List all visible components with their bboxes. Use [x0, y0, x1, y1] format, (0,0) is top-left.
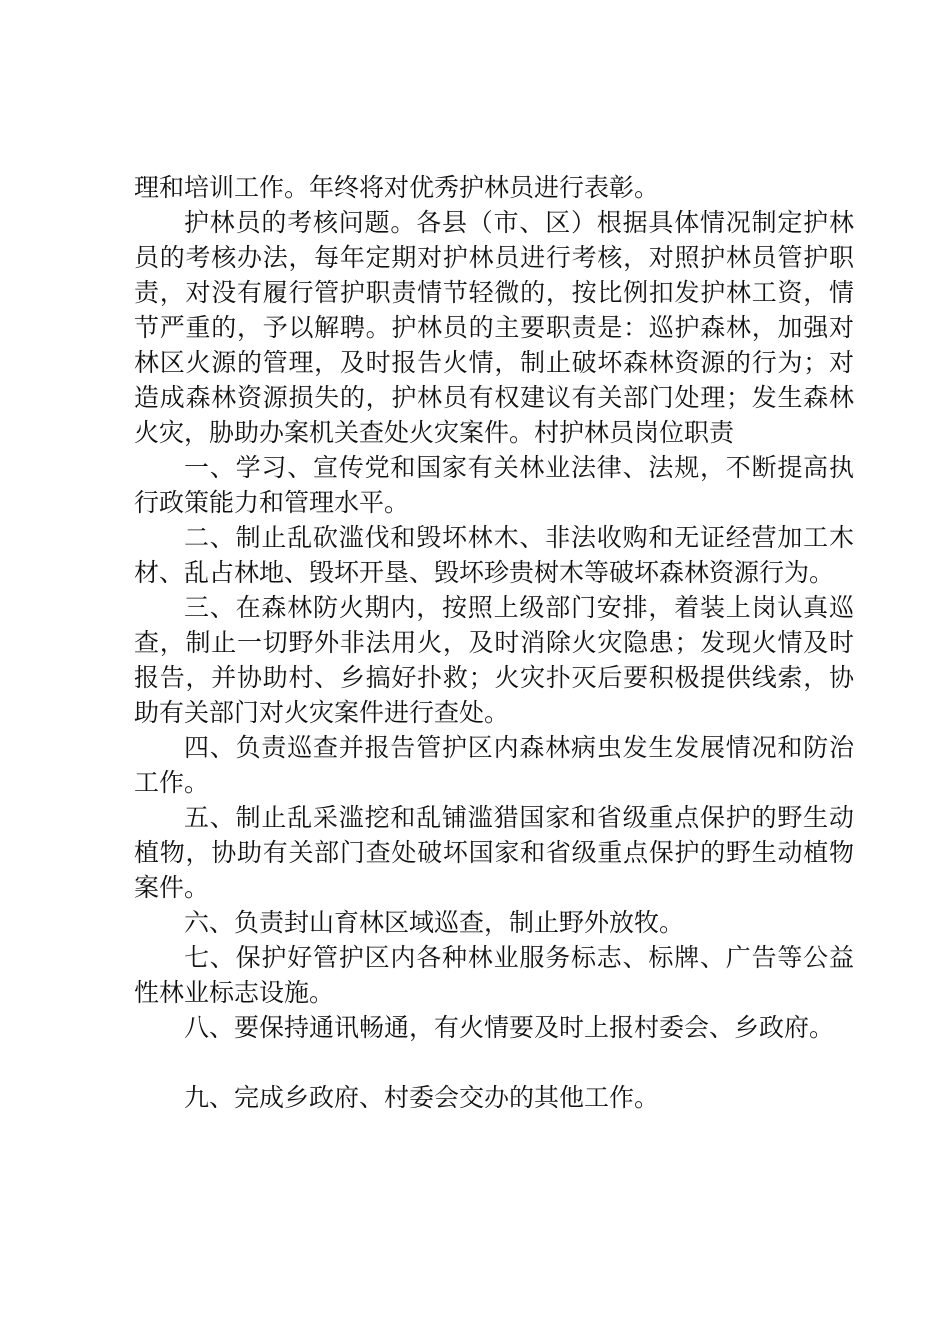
duty-item-5: 五、制止乱采滥挖和乱铺滥猎国家和省级重点保护的野生动植物，协助有关部门查处破坏国家和省级重点保护的野生动植物案件。 [134, 803, 854, 902]
document-body [134, 170, 854, 1115]
paragraph-continuation: 理和培训工作。年终将对优秀护林员进行表彰。 [134, 173, 660, 202]
duty-item-2: 二、制止乱砍滥伐和毁坏林木、非法收购和无证经营加工木材、乱占林地、毁坏开垦、毁坏珍贵树木等破坏森林资源行为。 [134, 523, 854, 587]
duty-item-9: 九、完成乡政府、村委会交办的其他工作。 [184, 1083, 660, 1112]
duty-item-1: 一、学习、宣传党和国家有关林业法律、法规，不断提高执行政策能力和管理水平。 [134, 453, 854, 517]
duty-item-4: 四、负责巡查并报告管护区内森林病虫发生发展情况和防治工作。 [134, 733, 854, 797]
paragraph-gap [134, 1045, 854, 1080]
duty-item-3: 三、在森林防火期内，按照上级部门安排，着装上岗认真巡查，制止一切野外非法用火，及时消除火灾隐患；发现火情及时报告，并协助村、乡搞好扑救；火灾扑灭后要积极提供线索，协助有关部门对火灾案件进行查处。 [134, 593, 854, 727]
duty-item-7: 七、保护好管护区内各种林业服务标志、标牌、广告等公益性林业标志设施。 [134, 943, 854, 1007]
paragraph-assessment: 护林员的考核问题。各县（市、区）根据具体情况制定护林员的考核办法，每年定期对护林员进行考核，对照护林员管护职责，对没有履行管护职责情节轻微的，按比例扣发护林工资，情节严重的，予以解聘。护林员的主要职责是：巡护森林，加强对林区火源的管理，及时报告火情，制止破坏森林资源的行为；对造成森林资源损失的，护林员有权建议有关部门处理；发生森林火灾，胁助办案机关查处火灾案件。村护林员岗位职责 [134, 208, 854, 447]
duty-item-6: 六、负责封山育林区域巡查，制止野外放牧。 [184, 908, 685, 937]
duty-item-8: 八、要保持通讯畅通，有火情要及时上报村委会、乡政府。 [184, 1013, 835, 1042]
